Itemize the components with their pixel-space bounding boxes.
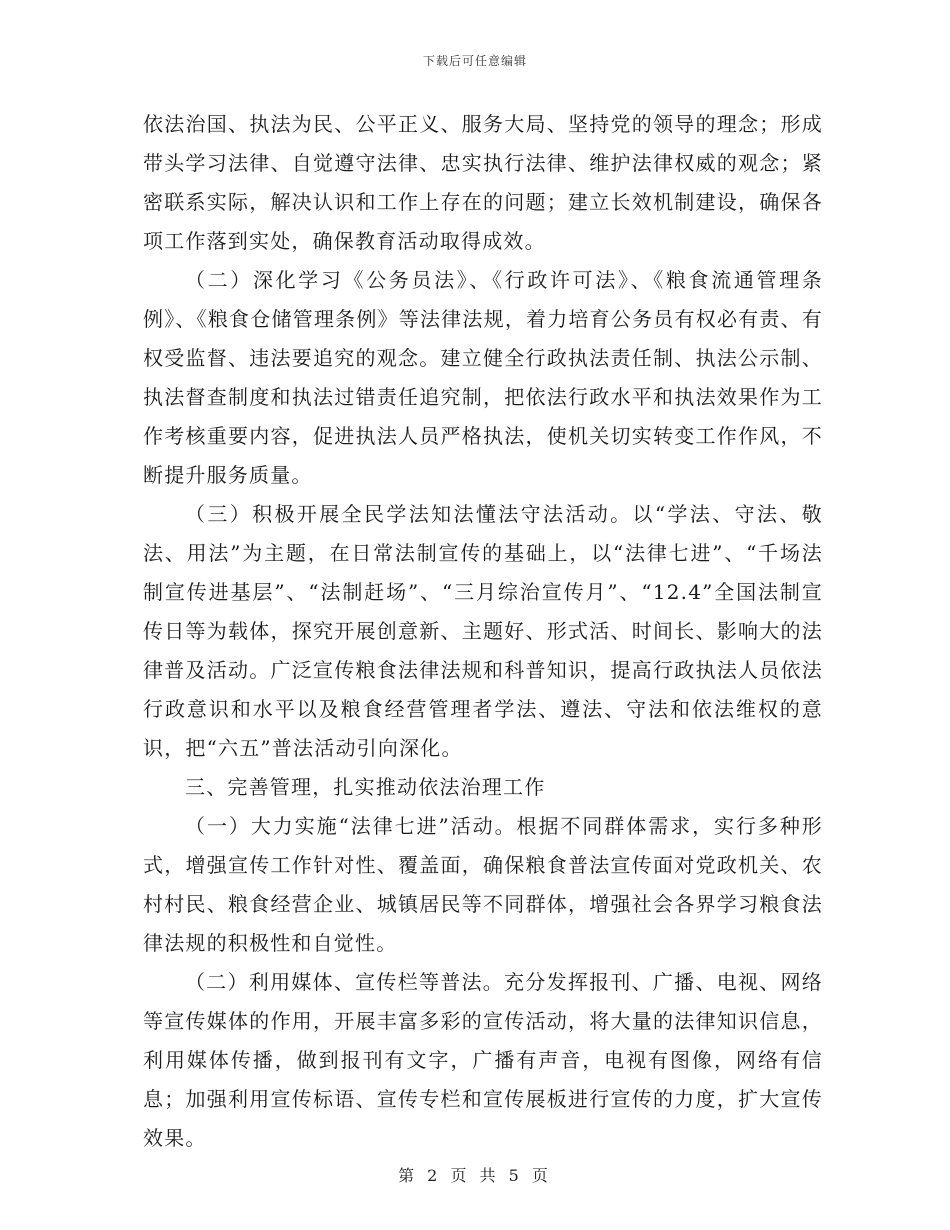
page-number-footer: 第 2 页 共 5 页 [398, 1166, 552, 1185]
paragraph-continuation: 依法治国、执法为民、公平正义、服务大局、坚持党的领导的理念；形成带头学习法律、自觉遵守法律、忠实执行法律、维护法律权威的观念；紧密联系实际，解决认识和工作上存在的问题；建立长效机制建设，确保各项工作落到实处，确保教育活动取得成效。 [143, 112, 823, 253]
document-body [143, 105, 823, 1158]
section-heading-3: 三、完善管理，扎实推动依法治理工作 [185, 775, 546, 799]
paragraph-section-2-2: （二）深化学习《公务员法》、《行政许可法》、《粮食流通管理条例》、《粮食仓储管理条例》等法律法规，着力培育公务员有权必有责、有权受监督、违法要追究的观念。建立健全行政执法责任制、执法公示制、执法督查制度和执法过错责任追究制，把依法行政水平和执法效果作为工作考核重要内容，促进执法人员严格执法，使机关切实转变工作作风，不断提升服务质量。 [143, 268, 823, 487]
paragraph-section-3-2: （二）利用媒体、宣传栏等普法。充分发挥报刊、广播、电视、网络等宣传媒体的作用，开展丰富多彩的宣传活动，将大量的法律知识信息，利用媒体传播，做到报刊有文字，广播有声音，电视有图像，网络有信息；加强利用宣传标语、宣传专栏和宣传展板进行宣传的力度，扩大宣传效果。 [143, 970, 823, 1150]
paragraph-section-3-1: （一）大力实施“法律七进”活动。根据不同群体需求，实行多种形式，增强宣传工作针对性、覆盖面，确保粮食普法宣传面对党政机关、农村村民、粮食经营企业、城镇居民等不同群体，增强社会各界学习粮食法律法规的积极性和自觉性。 [143, 814, 823, 955]
page-header-note: 下载后可任意编辑 [422, 54, 527, 68]
paragraph-section-2-3: （三）积极开展全民学法知法懂法守法活动。以“学法、守法、敬法、用法”为主题，在日常法制宣传的基础上，以“法律七进”、“千场法制宣传进基层”、“法制赶场”、“三月综治宣传月”、“12.4”全国法制宣传日等为载体，探究开展创意新、主题好、形式活、时间长、影响大的法律普及活动。广泛宣传粮食法律法规和科普知识，提高行政执法人员依法行政意识和水平以及粮食经营管理者学法、遵法、守法和依法维权的意识，把“六五”普法活动引向深化。 [143, 502, 823, 760]
